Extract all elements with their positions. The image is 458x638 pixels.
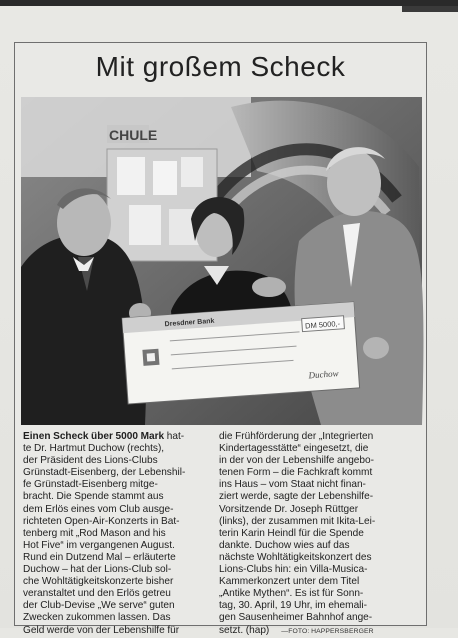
photo-scene <box>21 97 422 425</box>
right-line-9: terin Karin Heindl für die Spende <box>219 527 364 539</box>
top-rule <box>0 0 458 6</box>
photo-credit: —FOTO: HAPPERSBERGER <box>281 627 374 635</box>
headline: Mit großem Scheck <box>95 51 346 82</box>
left-line-11: Rund ein Dutzend Mal – erläuterte <box>23 551 176 563</box>
right-line-2: Kindertagesstätte“ eingesetzt, die <box>219 443 369 455</box>
right-line-10: dankte. Duchow wies auf das <box>219 539 350 551</box>
right-line-15: tag, 30. April, 19 Uhr, im ehemali- <box>219 600 368 612</box>
right-line-6: ziert werde, sagte der Lebenshilfe- <box>219 491 374 503</box>
left-line-14: veranstaltet und den Erlös getreu <box>23 588 171 600</box>
cheque-signature: Duchow <box>308 368 339 381</box>
top-rule-right <box>402 6 458 12</box>
article-clipping <box>14 42 427 636</box>
left-line-12: Duchow – hat der Lions-Club sol- <box>23 564 172 576</box>
left-line-3: der Präsident des Lions-Clubs <box>23 455 158 467</box>
paper-4 <box>129 205 161 245</box>
article-lead: Einen Scheck über 5000 Mark <box>23 431 165 442</box>
cheque-amount: DM 5000,- <box>304 319 341 331</box>
right-line-13: Kammerkonzert unter dem Titel <box>219 576 360 588</box>
first-line-tail: hat- <box>164 431 185 442</box>
bank-name: Dresdner Bank <box>164 317 215 329</box>
article-left-column <box>23 431 217 637</box>
left-line-2: te Dr. Hartmut Duchow (rechts), <box>23 443 165 455</box>
right-line-8: (links), der zusammen mit Ikita-Lei- <box>219 515 376 527</box>
paper-2 <box>153 161 177 195</box>
left-line-16: Zwecken zukommen lassen. Das <box>23 612 171 624</box>
article-ending: setzt. (hap) <box>219 624 270 636</box>
right-line-7: Vorsitzende Dr. Joseph Rüttger <box>219 503 359 515</box>
left-line-15: der Club-Devise „We serve“ guten <box>23 600 175 612</box>
right-line-16: gen Sausenheimer Bahnhof ange- <box>219 612 373 624</box>
bank-logo-inner <box>147 353 156 362</box>
left-line-4: Grünstadt-Eisenberg, der Lebenshil- <box>23 467 186 479</box>
giant-cheque <box>122 302 359 404</box>
school-sign: CHULE <box>109 127 158 143</box>
left-line-9: tenberg mit „Rod Mason and his <box>23 527 166 539</box>
right-line-12: Lions-Clubs hin: ein Villa-Musica- <box>219 564 368 576</box>
paper-3 <box>181 157 203 187</box>
right-last-line <box>219 625 420 638</box>
left-line-7: dem Erlös eines vom Club ausge- <box>23 503 174 515</box>
article-photo <box>21 97 422 425</box>
right-line-11: nächste Wohltätigkeitskonzert des <box>219 551 372 563</box>
left-line-10: Hot Five“ im vergangenen August. <box>23 539 175 551</box>
article-right-column <box>219 431 420 638</box>
right-line-1: die Frühförderung der „Integrierten <box>219 431 374 442</box>
paper-1 <box>117 157 145 195</box>
left-line-8: richteten Open-Air-Konzerts in Bat- <box>23 515 180 527</box>
right-line-14: „Antike Mythen“. Es ist für Sonn- <box>219 588 364 600</box>
left-line-5: fe Grünstadt-Eisenberg mitge- <box>23 479 158 491</box>
left-line-13: che Wohltätigkeitskonzerte bisher <box>23 576 174 588</box>
right-line-3: in der von der Lebenshilfe angebo- <box>219 455 375 467</box>
right-man-hand <box>363 337 389 359</box>
left-line-17: Geld werde von der Lebenshilfe für <box>23 624 180 636</box>
left-line-6: bracht. Die Spende stammt aus <box>23 491 164 503</box>
handshake <box>252 277 286 297</box>
right-line-5: ins Haus – vom Staat nicht finan- <box>219 479 366 491</box>
right-line-4: tenen Form – die Fachkraft kommt <box>219 467 373 479</box>
left-first-line <box>23 431 217 443</box>
